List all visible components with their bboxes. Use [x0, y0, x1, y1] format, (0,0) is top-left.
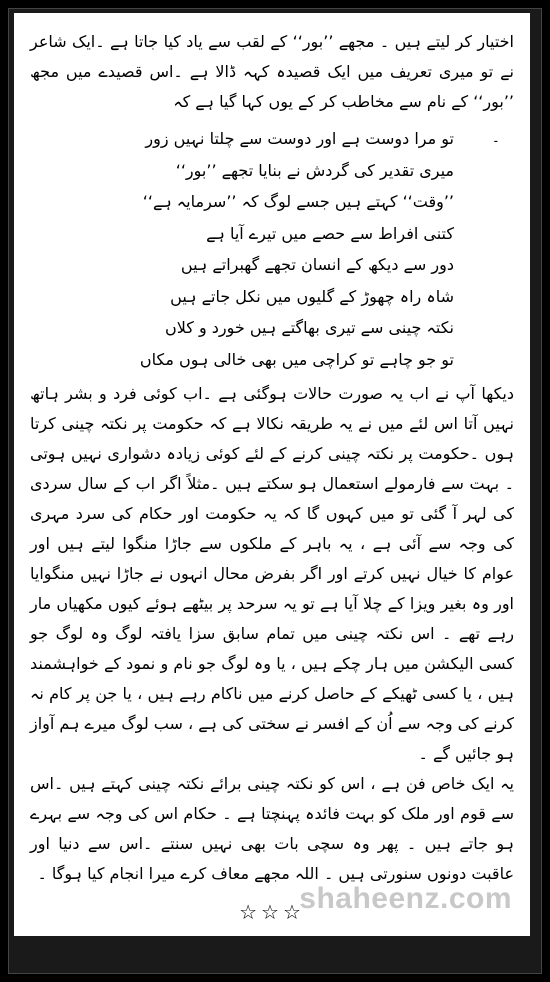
document-page — [14, 13, 530, 936]
poem-line-3: ’’وقت‘‘ کہتے ہیں جسے لوگ کہ ’’سرمایہ ہے‘‘ — [142, 192, 454, 211]
poem-line-8: تو جو چاہے تو کراچی میں بھی خالی ہوں مکاں — [139, 349, 454, 369]
paragraph-1: اختیار کر لیتے ہیں ۔ مجھے ’’بور‘‘ کے لقب سے یاد کیا جاتا ہے ۔ایک شاعر نے تو میری تعریف میں ایک قصیدہ کہہ ڈالا ہے ۔اس قصیدے میں مجھ ’’بور‘‘ کے نام سے مخاطب کر کے یوں کہا گیا ہے کہ — [30, 32, 514, 111]
poem-line-1 — [134, 123, 500, 155]
poem-line-7: نکتہ چینی سے تیری بھاگتے ہیں خورد و کلاں — [164, 318, 454, 337]
poem-block — [30, 123, 514, 375]
poem-line-2: میری تقدیر کی گردش نے بنایا تجھے ’’بور‘‘ — [175, 160, 454, 180]
poem-line-5: دور سے دیکھ کے انسان تجھے گھبراتے ہیں — [180, 255, 454, 274]
poem-line-text: تو مرا دوست ہے اور دوست سے چلتا نہیں زور — [145, 129, 454, 148]
poem-line-6: شاہ راہ چھوڑ کے گلیوں میں نکل جاتے ہیں — [170, 286, 454, 306]
poem-line-4: کتنی افراط سے حصے میں تیرے آیا ہے — [206, 223, 454, 243]
article-body — [14, 13, 530, 927]
paragraph-2: دیکھا آپ نے اب یہ صورت حالات ہوگئی ہے ۔اب کوئی فرد و بشر ہاتھ نہیں آتا اس لئے میں نے یہ طریقہ نکالا ہے کہ حکومت پر نکتہ چینی کرتا ہوں ۔حکومت پر نکتہ چینی کرنے کے لئے کوئی زیادہ دشواری نہیں ہوتی ۔ بہت سے فارمولے استعمال ہو سکتے ہیں ۔مثلاً اگر اب کے سال سردی کی لہر آ گئی تو میں کہوں گا کہ یہ حکومت اور حکام کی سرد مہری کی وجہ سے آئی ہے ، یہ باہر کے ملکوں سے جاڑا منگوا لیتے ہیں اور عوام کا خیال نہیں کرتے اور اگر بفرض محال انہوں نے جاڑا نہیں منگوایا اور وہ بغیر ویزا کے چلا آیا ہے تو یہ سرحد پر بیٹھے ہوئے کیوں مکھیاں مار رہے تھے ۔ اس نکتہ چینی میں تمام سابق سزا یافتہ لوگ وہ لوگ جو کسی الیکشن میں ہار چکے ہیں ، یا وہ لوگ جو نام و نمود کے خواہشمند ہیں ، یا کسی ٹھیکے کے حاصل کرنے میں ناکام رہے ہیں ، یا جن پر کام نہ کرنے کی وجہ سے اُن کے افسر نے سختی کی ہے ، سب لوگ میرے ہم آواز ہو جائیں گے ۔ — [30, 384, 515, 763]
poem-bullet: ۔ — [491, 130, 500, 146]
paragraph-3: یہ ایک خاص فن ہے ، اس کو نکتہ چینی برائے نکتہ چینی کہتے ہیں ۔اس سے قوم اور ملک کو بہت فائدہ پہنچتا ہے ۔ حکام اس کی وجہ سے بہرے ہو جاتے ہیں ۔ پھر وہ سچی بات بھی نہیں سنتے ۔اس سے دنیا اور عاقبت دونوں سنورتی ہیں ۔ اللہ مجھے معاف کرے میرا انجام کیا ہوگا ۔ — [30, 774, 514, 883]
site-watermark: shaheenz.com — [299, 882, 512, 915]
end-stars: ☆☆☆ — [239, 900, 305, 924]
